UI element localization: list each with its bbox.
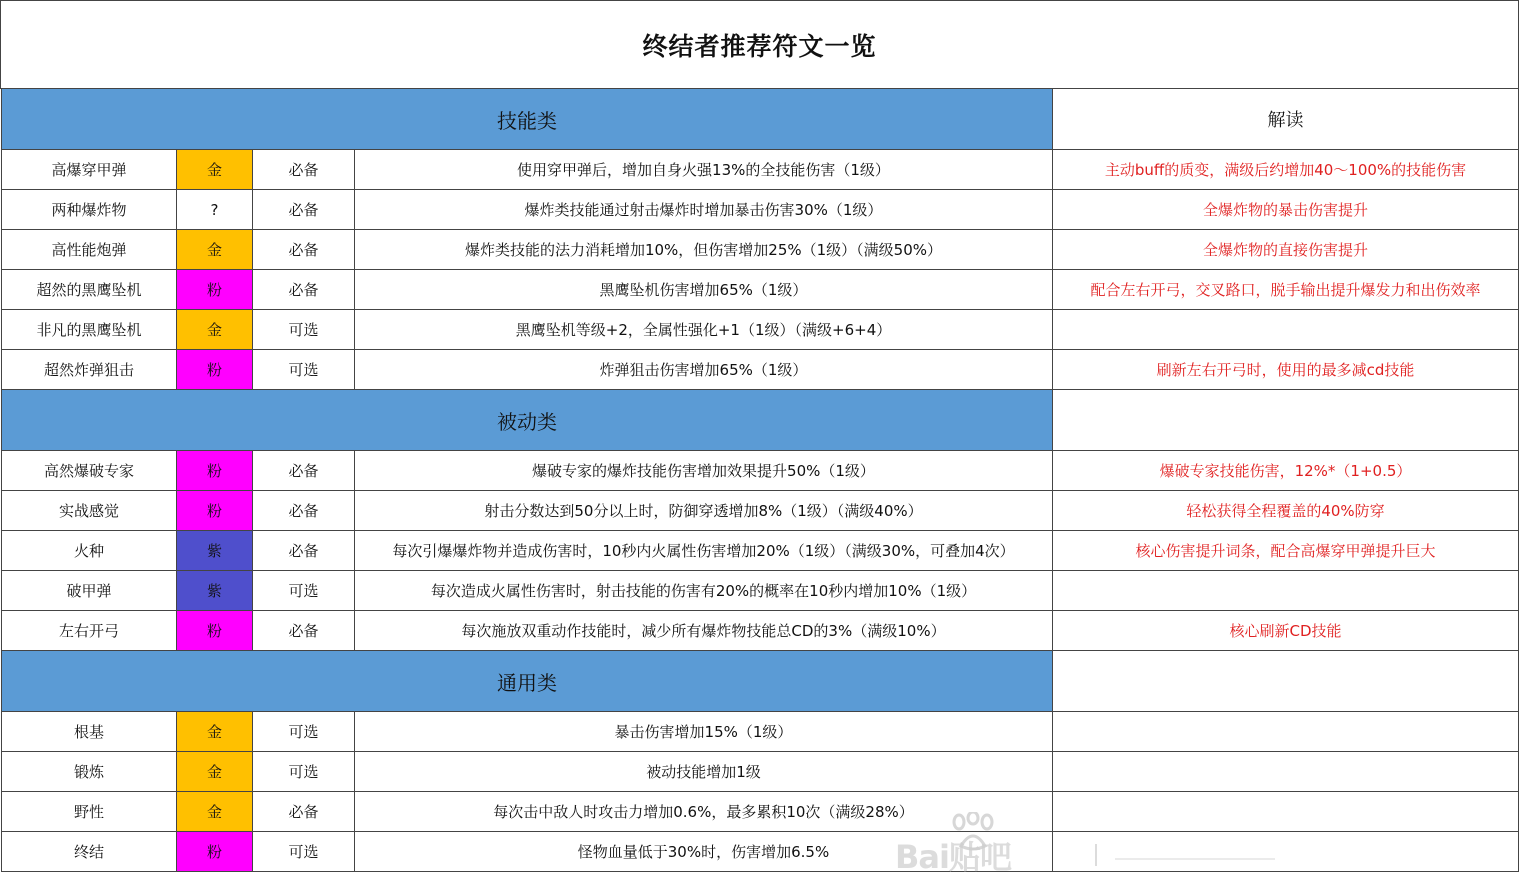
rune-requirement: 可选 xyxy=(253,752,355,792)
rune-requirement: 必备 xyxy=(253,230,355,270)
rune-row xyxy=(2,611,1519,651)
rune-grade: 金 xyxy=(177,230,253,270)
rune-description: 射击分数达到50分以上时，防御穿透增加8%（1级）（满级40%） xyxy=(355,491,1053,531)
rune-note: 全爆炸物的直接伤害提升 xyxy=(1053,230,1519,270)
rune-row xyxy=(2,451,1519,491)
rune-note xyxy=(1053,571,1519,611)
section-header-row xyxy=(2,89,1519,150)
rune-description: 炸弹狙击伤害增加65%（1级） xyxy=(355,350,1053,390)
rune-requirement: 必备 xyxy=(253,451,355,491)
rune-row xyxy=(2,230,1519,270)
section-side-header xyxy=(1053,390,1519,451)
rune-name: 锻炼 xyxy=(2,752,177,792)
rune-requirement: 必备 xyxy=(253,611,355,651)
rune-description: 暴击伤害增加15%（1级） xyxy=(355,712,1053,752)
rune-grade: 金 xyxy=(177,792,253,832)
rune-row xyxy=(2,491,1519,531)
rune-requirement: 必备 xyxy=(253,491,355,531)
rune-name: 高然爆破专家 xyxy=(2,451,177,491)
rune-name: 两种爆炸物 xyxy=(2,190,177,230)
section-side-header: 解读 xyxy=(1053,89,1519,150)
rune-requirement: 可选 xyxy=(253,310,355,350)
section-title: 通用类 xyxy=(2,651,1053,712)
rune-name: 超然的黑鹰坠机 xyxy=(2,270,177,310)
rune-grade: ? xyxy=(177,190,253,230)
rune-grade: 紫 xyxy=(177,571,253,611)
rune-description: 每次击中敌人时攻击力增加0.6%，最多累积10次（满级28%） xyxy=(355,792,1053,832)
rune-description: 怪物血量低于30%时，伤害增加6.5% xyxy=(355,832,1053,872)
rune-requirement: 可选 xyxy=(253,350,355,390)
rune-name: 超然炸弹狙击 xyxy=(2,350,177,390)
rune-note: 刷新左右开弓时，使用的最多减cd技能 xyxy=(1053,350,1519,390)
section-side-header xyxy=(1053,651,1519,712)
rune-note xyxy=(1053,792,1519,832)
rune-row xyxy=(2,310,1519,350)
rune-note xyxy=(1053,752,1519,792)
rune-grade: 紫 xyxy=(177,531,253,571)
rune-description: 爆破专家的爆炸技能伤害增加效果提升50%（1级） xyxy=(355,451,1053,491)
section-header-row xyxy=(2,651,1519,712)
rune-row xyxy=(2,270,1519,310)
rune-requirement: 可选 xyxy=(253,571,355,611)
rune-name: 实战感觉 xyxy=(2,491,177,531)
rune-note xyxy=(1053,310,1519,350)
rune-note: 核心刷新CD技能 xyxy=(1053,611,1519,651)
rune-row xyxy=(2,190,1519,230)
rune-grade: 粉 xyxy=(177,270,253,310)
rune-description: 使用穿甲弹后，增加自身火强13%的全技能伤害（1级） xyxy=(355,150,1053,190)
rune-note: 全爆炸物的暴击伤害提升 xyxy=(1053,190,1519,230)
rune-description: 每次引爆爆炸物并造成伤害时，10秒内火属性伤害增加20%（1级）（满级30%，可叠加4次） xyxy=(355,531,1053,571)
rune-grade: 粉 xyxy=(177,350,253,390)
rune-name: 左右开弓 xyxy=(2,611,177,651)
rune-name: 终结 xyxy=(2,832,177,872)
rune-grade: 粉 xyxy=(177,611,253,651)
rune-note xyxy=(1053,832,1519,872)
rune-grade: 金 xyxy=(177,712,253,752)
rune-row xyxy=(2,150,1519,190)
rune-description: 黑鹰坠机等级+2，全属性强化+1（1级）（满级+6+4） xyxy=(355,310,1053,350)
rune-requirement: 必备 xyxy=(253,190,355,230)
rune-description: 每次施放双重动作技能时，减少所有爆炸物技能总CD的3%（满级10%） xyxy=(355,611,1053,651)
rune-name: 高性能炮弹 xyxy=(2,230,177,270)
rune-table xyxy=(1,88,1519,872)
rune-note: 核心伤害提升词条，配合高爆穿甲弹提升巨大 xyxy=(1053,531,1519,571)
rune-requirement: 必备 xyxy=(253,792,355,832)
rune-grade: 金 xyxy=(177,310,253,350)
rune-description: 黑鹰坠机伤害增加65%（1级） xyxy=(355,270,1053,310)
rune-description: 被动技能增加1级 xyxy=(355,752,1053,792)
rune-name: 非凡的黑鹰坠机 xyxy=(2,310,177,350)
rune-note: 配合左右开弓，交叉路口，脱手输出提升爆发力和出伤效率 xyxy=(1053,270,1519,310)
rune-description: 爆炸类技能通过射击爆炸时增加暴击伤害30%（1级） xyxy=(355,190,1053,230)
rune-row xyxy=(2,752,1519,792)
section-header-row xyxy=(2,390,1519,451)
rune-requirement: 必备 xyxy=(253,531,355,571)
sheet-title: 终结者推荐符文一览 xyxy=(0,0,1519,89)
rune-requirement: 必备 xyxy=(253,150,355,190)
rune-requirement: 可选 xyxy=(253,832,355,872)
rune-row xyxy=(2,571,1519,611)
rune-row xyxy=(2,832,1519,872)
watermark-text: Bai贴吧 xyxy=(895,838,1011,876)
rune-description: 爆炸类技能的法力消耗增加10%，但伤害增加25%（1级）（满级50%） xyxy=(355,230,1053,270)
rune-row xyxy=(2,350,1519,390)
rune-note: 爆破专家技能伤害，12%*（1+0.5） xyxy=(1053,451,1519,491)
section-title: 被动类 xyxy=(2,390,1053,451)
rune-row xyxy=(2,792,1519,832)
rune-grade: 粉 xyxy=(177,832,253,872)
rune-name: 根基 xyxy=(2,712,177,752)
rune-note: 轻松获得全程覆盖的40%防穿 xyxy=(1053,491,1519,531)
rune-grade: 粉 xyxy=(177,451,253,491)
rune-grade: 金 xyxy=(177,150,253,190)
rune-requirement: 可选 xyxy=(253,712,355,752)
rune-row xyxy=(2,531,1519,571)
rune-note: 主动buff的质变，满级后约增加40～100%的技能伤害 xyxy=(1053,150,1519,190)
rune-name: 野性 xyxy=(2,792,177,832)
rune-grade: 粉 xyxy=(177,491,253,531)
rune-description: 每次造成火属性伤害时，射击技能的伤害有20%的概率在10秒内增加10%（1级） xyxy=(355,571,1053,611)
section-title: 技能类 xyxy=(2,89,1053,150)
rune-name: 破甲弹 xyxy=(2,571,177,611)
rune-requirement: 必备 xyxy=(253,270,355,310)
rune-grade: 金 xyxy=(177,752,253,792)
rune-name: 高爆穿甲弹 xyxy=(2,150,177,190)
rune-note xyxy=(1053,712,1519,752)
rune-name: 火种 xyxy=(2,531,177,571)
rune-row xyxy=(2,712,1519,752)
